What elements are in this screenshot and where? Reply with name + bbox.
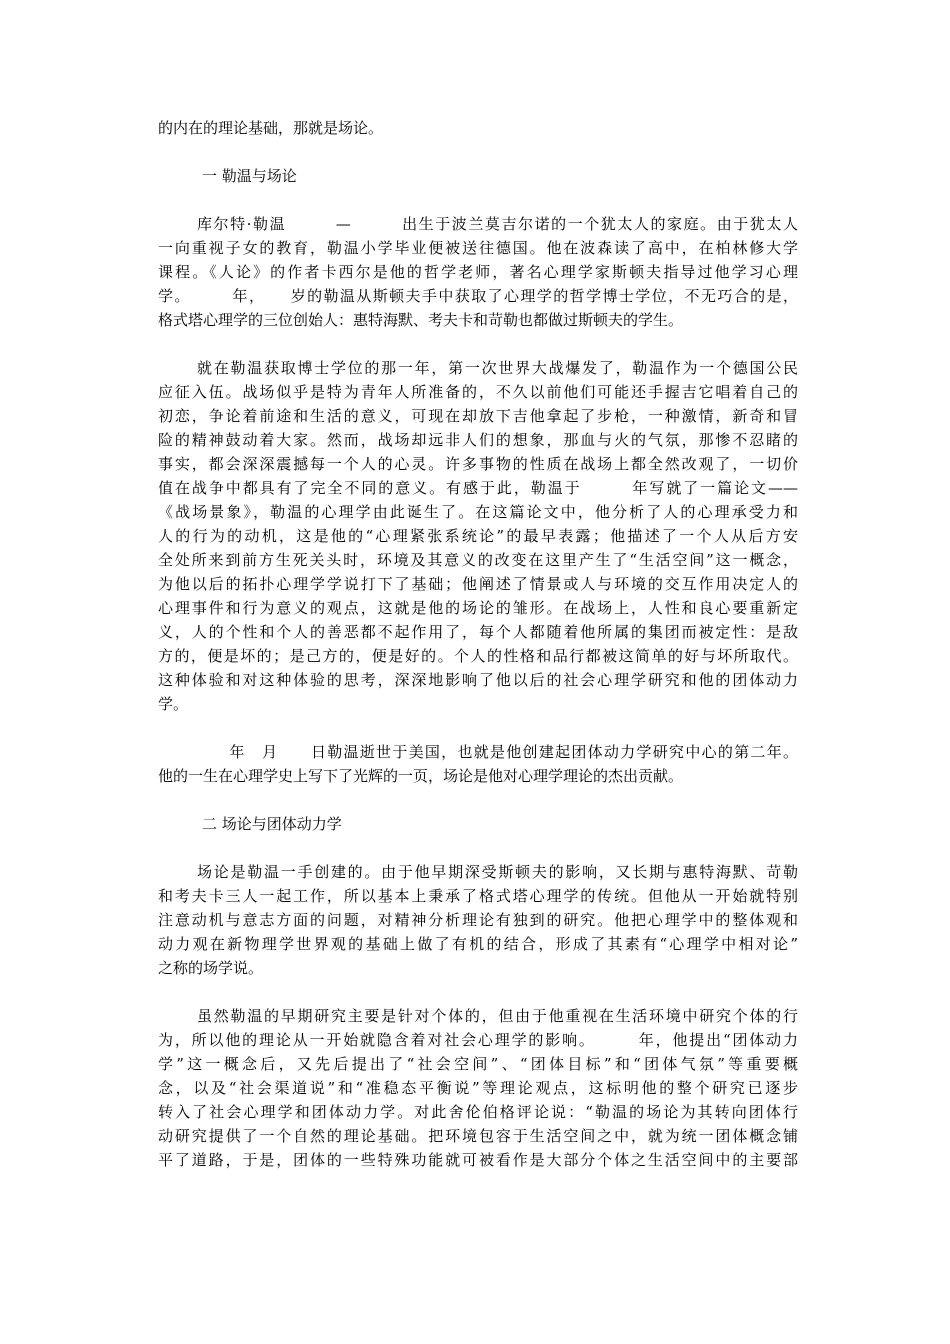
paragraph-line: 《战场景象》，勒温的心理学由此诞生了。在这篇论文中，他分析了人的心理承受力和: [158, 503, 798, 521]
section-heading-2: 二 场论与团体动力学: [202, 815, 342, 833]
paragraph-line: 平了道路，于是，团体的一些特殊功能就可被看作是大部分个体之生活空间中的主要部: [158, 1151, 798, 1169]
paragraph-line: 事实，都会深深震撼每一个人的心灵。许多事物的性质在战场上都全然改观了，一切价: [158, 455, 798, 473]
paragraph-line: 义，人的个性和个人的善恶都不起作用了，每个人都随着他所属的集团而被定性：是敌: [158, 623, 798, 641]
paragraph-line: 初恋，争论着前途和生活的意义，可现在却放下吉他拿起了步枪，一种激情，新奇和冒: [158, 407, 798, 425]
paragraph-line: 之称的场学说。: [158, 959, 264, 977]
paragraph-line: 学。: [158, 695, 189, 713]
paragraph-line: 年 月 日勒温逝世于美国，也就是他创建起团体动力学研究中心的第二年。: [197, 743, 798, 761]
paragraph-line: 一向重视子女的教育，勒温小学毕业便被送往德国。他在波森读了高中，在柏林修大学: [158, 239, 798, 257]
paragraph-line: 注意动机与意志方面的问题，对精神分析理论有独到的研究。他把心理学中的整体观和: [158, 911, 798, 929]
paragraph-line: 方的，便是坏的；是己方的，便是好的。个人的性格和品行都被这简单的好与坏所取代。: [158, 647, 798, 665]
paragraph-line: 虽然勒温的早期研究主要是针对个体的，但由于他重视在生活环境中研究个体的行: [197, 1007, 798, 1025]
section-heading-1: 一 勒温与场论: [202, 167, 297, 185]
paragraph-line: 就在勒温获取博士学位的那一年，第一次世界大战爆发了，勒温作为一个德国公民: [197, 359, 798, 377]
paragraph-line: 场论是勒温一手创建的。由于他早期深受斯顿夫的影响，又长期与惠特海默、苛勒: [197, 863, 798, 881]
paragraph-line: 学。 年， 岁的勒温从斯顿夫手中获取了心理学的哲学博士学位，不无巧合的是，: [158, 287, 798, 305]
paragraph-line: 库尔特·勒温 — 出生于波兰莫吉尔诺的一个犹太人的家庭。由于犹太人: [197, 215, 798, 233]
paragraph-line: 格式塔心理学的三位创始人：惠特海默、考夫卡和苛勒也都做过斯顿夫的学生。: [158, 311, 684, 329]
paragraph-line: 值在战争中都具有了完全不同的意义。有感于此，勒温于 年写就了一篇论文——: [158, 479, 798, 497]
paragraph-line: 学”这一概念后，又先后提出了“社会空间”、“团体目标”和“团体气氛”等重要概: [158, 1055, 798, 1073]
intro-line: 的内在的理论基础，那就是场论。: [158, 119, 384, 137]
paragraph-line: 为他以后的拓扑心理学学说打下了基础；他阐述了情景或人与环境的交互作用决定人的: [158, 575, 798, 593]
paragraph-line: 应征入伍。战场似乎是特为青年人所准备的，不久以前他们可能还手握吉它唱着自己的: [158, 383, 798, 401]
paragraph-line: 课程。《人论》的作者卡西尔是他的哲学老师，著名心理学家斯顿夫指导过他学习心理: [158, 263, 798, 281]
paragraph-line: 和考夫卡三人一起工作，所以基本上秉承了格式塔心理学的传统。但他从一开始就特别: [158, 887, 798, 905]
paragraph-line: 念，以及“社会渠道说”和“准稳态平衡说”等理论观点，这标明他的整个研究已逐步: [158, 1079, 798, 1097]
paragraph-line: 险的精神鼓动着大家。然而，战场却远非人们的想象，那血与火的气氛，那惨不忍睹的: [158, 431, 798, 449]
paragraph-line: 动力观在新物理学世界观的基础上做了有机的结合，形成了其素有“心理学中相对论”: [158, 935, 798, 953]
paragraph-line: 为，所以他的理论从一开始就隐含着对社会心理学的影响。 年，他提出“团体动力: [158, 1031, 798, 1049]
paragraph-line: 心理事件和行为意义的观点，这就是他的场论的雏形。在战场上，人性和良心要重新定: [158, 599, 798, 617]
paragraph-line: 全处所来到前方生死关头时，环境及其意义的改变在这里产生了“生活空间”这一概念，: [158, 551, 798, 569]
paragraph-line: 转入了社会心理学和团体动力学。对此舍伦伯格评论说：“勒温的场论为其转向团体行: [158, 1103, 798, 1121]
paragraph-line: 这种体验和对这种体验的思考，深深地影响了他以后的社会心理学研究和他的团体动力: [158, 671, 798, 689]
paragraph-line: 动研究提供了一个自然的理论基础。把环境包容于生活空间之中，就为统一团体概念铺: [158, 1127, 798, 1145]
paragraph-line: 人的行为的动机，这是他的“心理紧张系统论”的最早表露；他描述了一个人从后方安: [158, 527, 798, 545]
paragraph-line: 他的一生在心理学史上写下了光辉的一页，场论是他对心理学理论的杰出贡献。: [158, 767, 684, 785]
